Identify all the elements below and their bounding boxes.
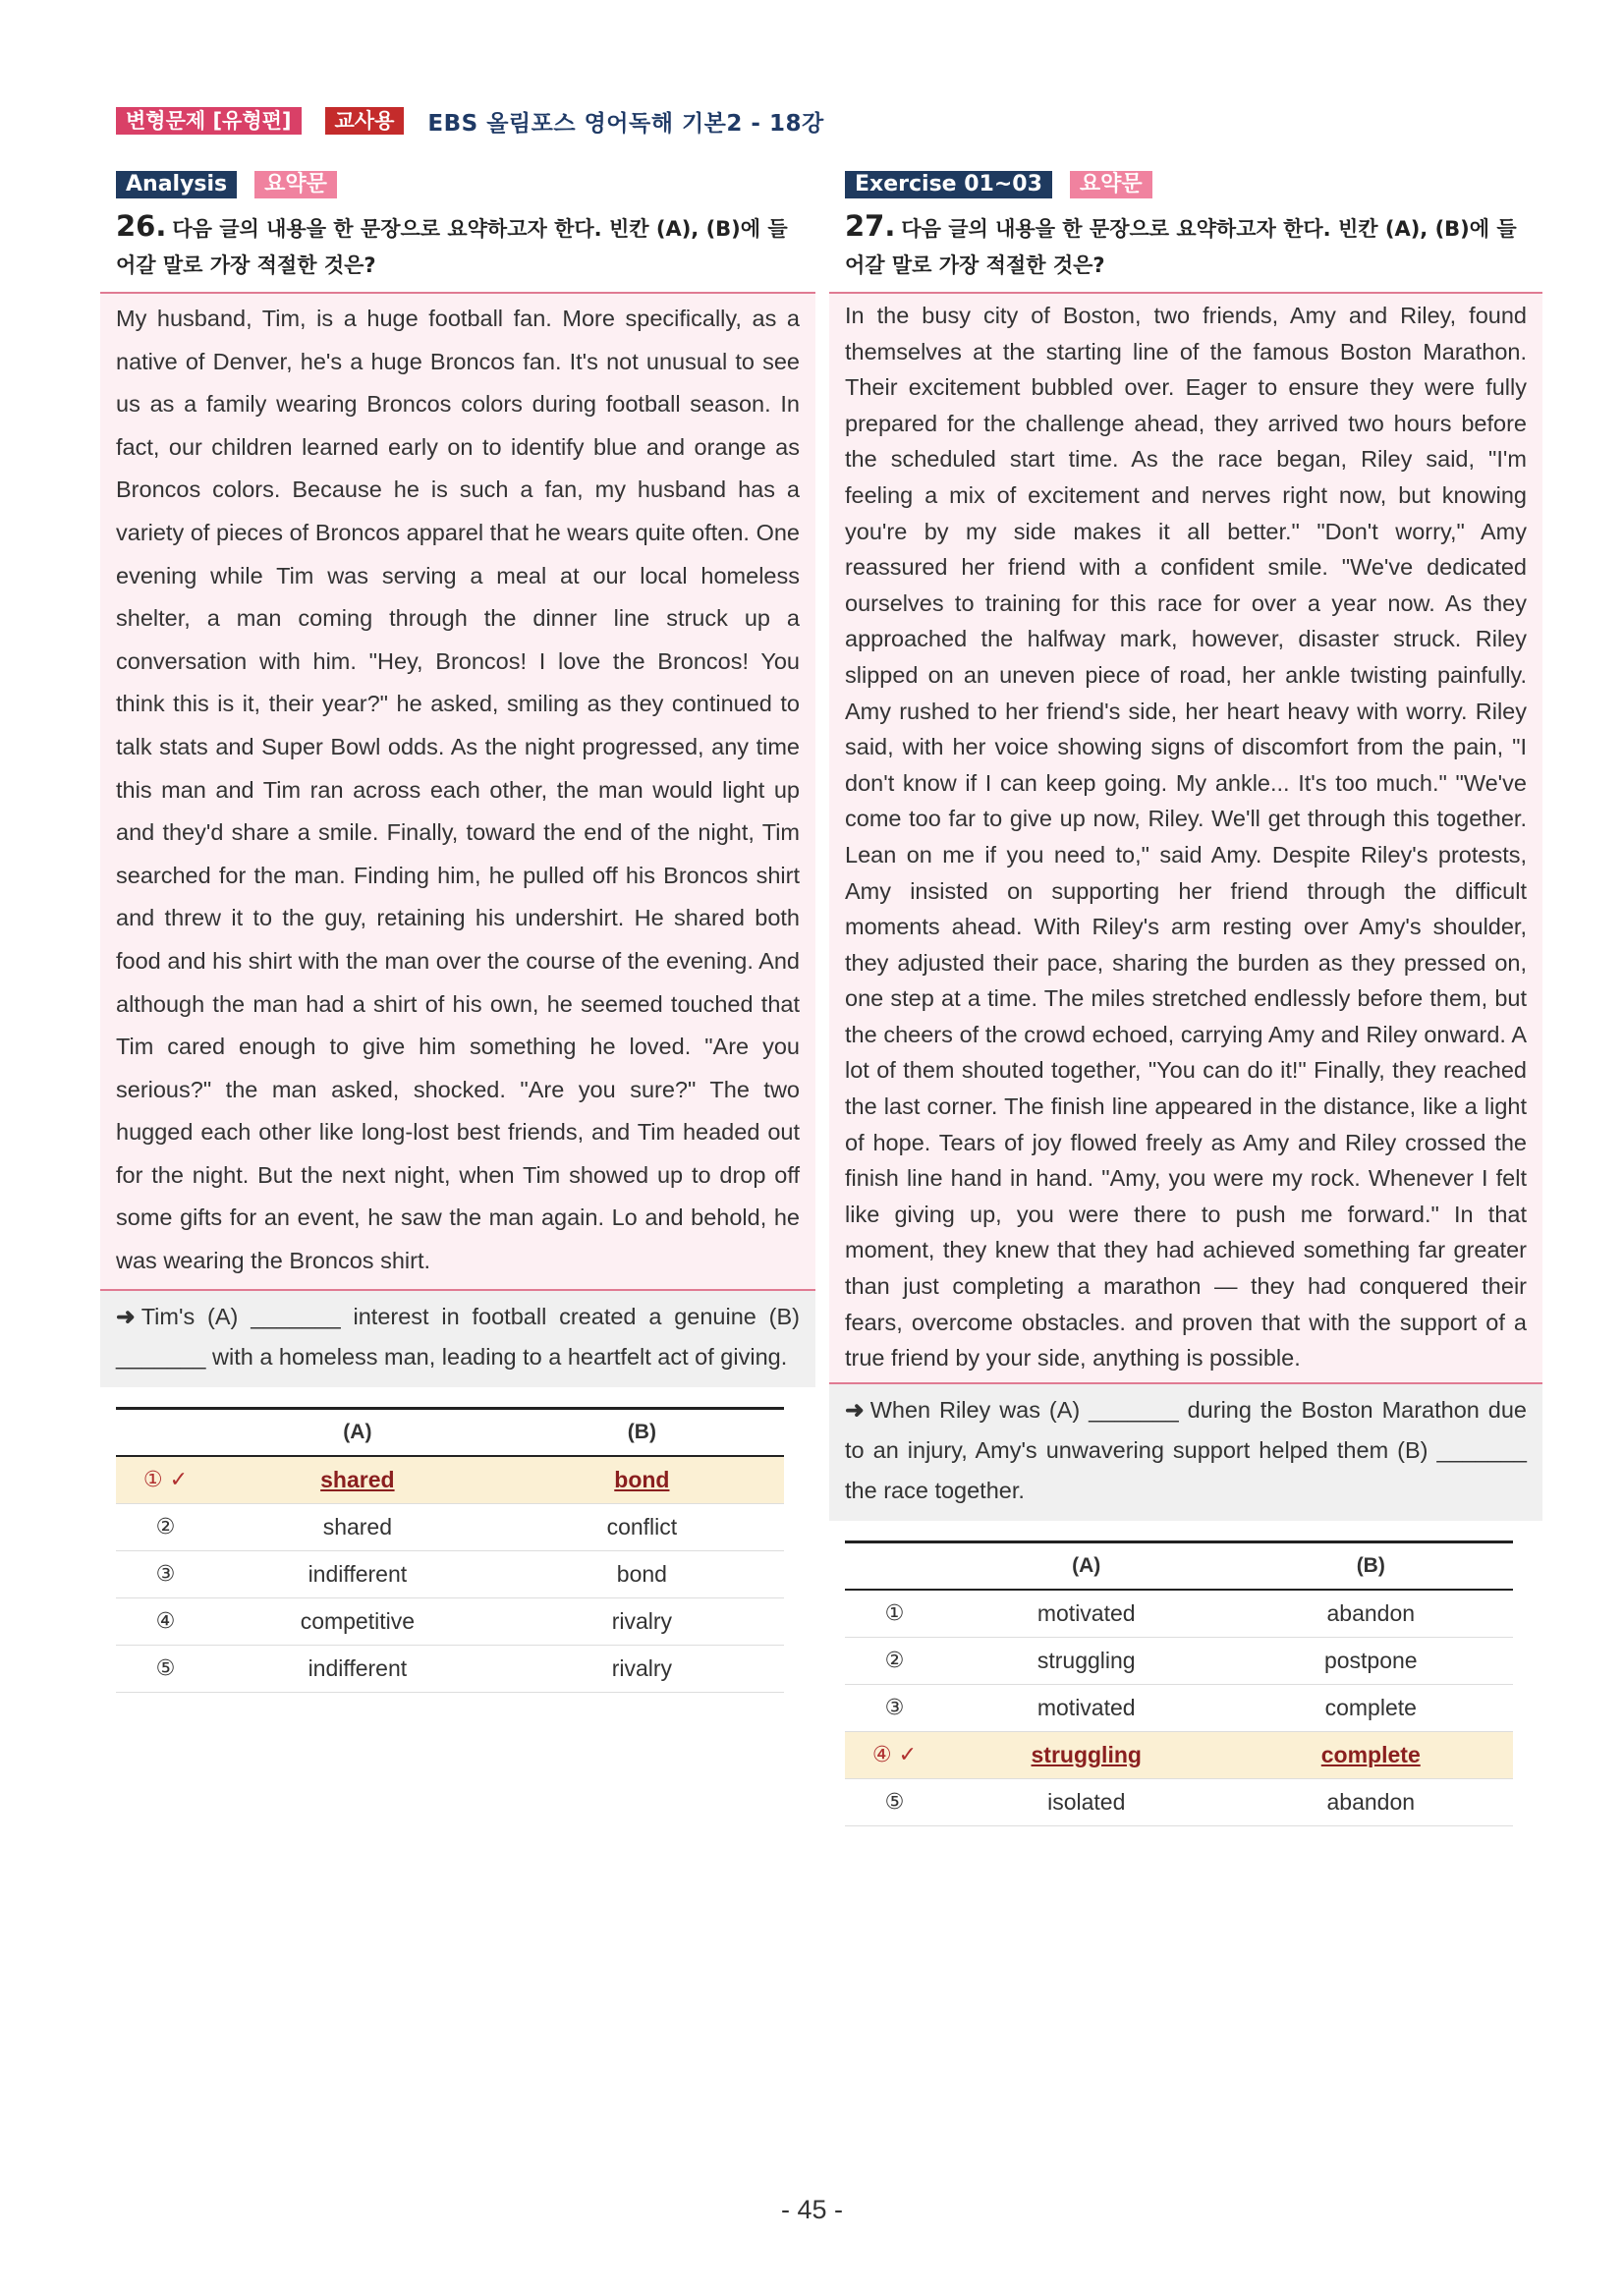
- choice-row[interactable]: [116, 1456, 784, 1504]
- choice-a: struggling: [944, 1637, 1229, 1684]
- column-header-a: (A): [944, 1541, 1229, 1590]
- choice-row[interactable]: [845, 1778, 1513, 1825]
- table-header: [845, 1541, 1513, 1590]
- arrow-icon: ➜: [116, 1303, 136, 1329]
- summary: [829, 1384, 1542, 1521]
- type-label: 요약문: [254, 171, 337, 198]
- choice-a: isolated: [944, 1778, 1229, 1825]
- section-labels: [116, 171, 800, 198]
- choice-row[interactable]: [116, 1597, 784, 1645]
- column-header-a: (A): [215, 1408, 500, 1456]
- choice-row[interactable]: [845, 1590, 1513, 1638]
- question-number: 26.: [116, 209, 167, 243]
- choice-number: ②: [845, 1637, 944, 1684]
- table-header: [116, 1408, 784, 1456]
- choice-b: conflict: [500, 1503, 784, 1550]
- choice-row[interactable]: [845, 1731, 1513, 1778]
- choice-a: struggling: [944, 1731, 1229, 1778]
- column-header-b: (B): [1229, 1541, 1513, 1590]
- choice-a: motivated: [944, 1590, 1229, 1638]
- choice-number: ⑤: [116, 1645, 215, 1692]
- choice-a: shared: [215, 1503, 500, 1550]
- choice-a: indifferent: [215, 1645, 500, 1692]
- choice-row[interactable]: [116, 1645, 784, 1692]
- choice-b: rivalry: [500, 1597, 784, 1645]
- summary-text: Tim's (A) _______ interest in football created a genuine (B) _______ with a homeless man, leading to a heartfelt act of giving.: [116, 1303, 800, 1370]
- choice-a: motivated: [944, 1684, 1229, 1731]
- question: [845, 208, 1527, 284]
- choice-a: indifferent: [215, 1550, 500, 1597]
- arrow-icon: ➜: [845, 1396, 865, 1423]
- choices-table: [845, 1540, 1513, 1826]
- page-header: [116, 104, 824, 138]
- choice-number: ③: [845, 1684, 944, 1731]
- summary-text: When Riley was (A) _______ during the Boston Marathon due to an injury, Amy's unwavering support helped them (B) _______ the race together.: [845, 1396, 1527, 1503]
- type-tag: 변형문제 [유형편]: [116, 107, 302, 135]
- choice-number: ① ✓: [116, 1456, 215, 1504]
- section-label: Analysis: [116, 171, 237, 198]
- choice-a: shared: [215, 1456, 500, 1504]
- choice-b: abandon: [1229, 1778, 1513, 1825]
- type-label: 요약문: [1070, 171, 1152, 198]
- passage-text: My husband, Tim, is a huge football fan. More specifically, as a native of Denver, he's a huge Broncos fan. It's not unusual to see us as a family wearing Broncos colors during football season. In fact, our children learned early on to identify blue and orange as Broncos colors. Because he is such a fan, my husband has a variety of pieces of Broncos apparel that he wears quite often. One evening while Tim was serving a meal at our local homeless shelter, a man coming through the dinner line struck up a conversation with him. "Hey, Broncos! I love the Broncos! You think this is it, their year?" he asked, smiling as they continued to talk stats and Super Bowl odds. As the night progressed, any time this man and Tim ran across each other, the man would light up and they'd share a smile. Finally, toward the end of the night, Tim searched for the man. Finding him, he pulled off his Broncos shirt and threw it to the guy, retaining his undershirt. He shared both food and his shirt with the man over the course of the evening. And although the man had a shirt of his own, he seemed touched that Tim cared enough to give him something he loved. "Are you serious?" the man asked, shocked. "Are you sure?" The two hugged each other like long-lost best friends, and Tim headed out for the night. But the next night, when Tim showed up to drop off some gifts for an event, he saw the man again. Lo and behold, he was wearing the Broncos shirt.: [116, 306, 800, 1274]
- question-text: 다음 글의 내용을 한 문장으로 요약하고자 한다. 빈칸 (A), (B)에 들어갈 말로 가장 적절한 것은?: [116, 217, 788, 277]
- choice-row[interactable]: [116, 1550, 784, 1597]
- column-header-b: (B): [500, 1408, 784, 1456]
- right-column: [845, 171, 1527, 1826]
- choice-a: competitive: [215, 1597, 500, 1645]
- passage: [829, 292, 1542, 1384]
- choice-b: rivalry: [500, 1645, 784, 1692]
- page-title: EBS 올림포스 영어독해 기본2 - 18강: [427, 110, 824, 137]
- choice-number: ⑤: [845, 1778, 944, 1825]
- choice-number: ②: [116, 1503, 215, 1550]
- section-labels: [845, 171, 1527, 198]
- choices-table: [116, 1407, 784, 1693]
- choice-b: complete: [1229, 1684, 1513, 1731]
- choice-b: postpone: [1229, 1637, 1513, 1684]
- question-text: 다음 글의 내용을 한 문장으로 요약하고자 한다. 빈칸 (A), (B)에 들어갈 말로 가장 적절한 것은?: [845, 217, 1517, 277]
- question-number: 27.: [845, 209, 896, 243]
- choice-b: bond: [500, 1456, 784, 1504]
- teacher-tag: 교사용: [325, 107, 405, 135]
- choice-row[interactable]: [116, 1503, 784, 1550]
- choice-number: ③: [116, 1550, 215, 1597]
- choice-b: bond: [500, 1550, 784, 1597]
- choice-row[interactable]: [845, 1637, 1513, 1684]
- choice-number: ④: [116, 1597, 215, 1645]
- section-label: Exercise 01~03: [845, 171, 1052, 198]
- page-number: - 45 -: [780, 2195, 844, 2224]
- choice-b: complete: [1229, 1731, 1513, 1778]
- summary: [100, 1291, 815, 1387]
- choice-b: abandon: [1229, 1590, 1513, 1638]
- passage-text: In the busy city of Boston, two friends, Amy and Riley, found themselves at the starting line of the famous Boston Marathon. Their excitement bubbled over. Eager to ensure they were fully prepared for the challenge ahead, they arrived two hours before the scheduled start time. As the race began, Riley said, "I'm feeling a mix of excitement and nerves right now, but knowing you're by my side makes it all better." "Don't worry," Amy reassured her friend with a confident smile. "We've dedicated ourselves to training for this race for over a year now. As they approached the halfway mark, however, disaster struck. Riley slipped on an uneven piece of road, her ankle twisting painfully. Amy rushed to her friend's side, her heart heavy with worry. Riley said, with her voice showing signs of discomfort from the pain, "I don't know if I can keep going. My ankle... It's too much." "We've come too far to give up now, Riley. We'll get through this together. Lean on me if you need to," said Amy. Despite Riley's protests, Amy insisted on supporting her friend through the difficult moments ahead. With Riley's arm resting over Amy's shoulder, they adjusted their pace, sharing the burden as they pressed on, one step at a time. The miles stretched endlessly before them, but the cheers of the crowd echoed, carrying Amy and Riley onward. A lot of them shouted together, "You can do it!" Finally, they reached the last corner. The finish line appeared in the distance, like a light of hope. Tears of joy flowed freely as Amy and Riley crossed the finish line hand in hand. "Amy, you were my rock. Whenever I felt like giving up, you were there to push me forward." In that moment, they knew that they had achieved something far greater than just completing a marathon — they had conquered their fears, overcome obstacles. and proven that with the support of a true friend by your side, anything is possible.: [845, 303, 1527, 1372]
- choice-number: ④ ✓: [845, 1731, 944, 1778]
- passage: [100, 292, 815, 1291]
- question: [116, 208, 800, 284]
- left-column: [116, 171, 800, 1693]
- choice-row[interactable]: [845, 1684, 1513, 1731]
- choice-number: ①: [845, 1590, 944, 1638]
